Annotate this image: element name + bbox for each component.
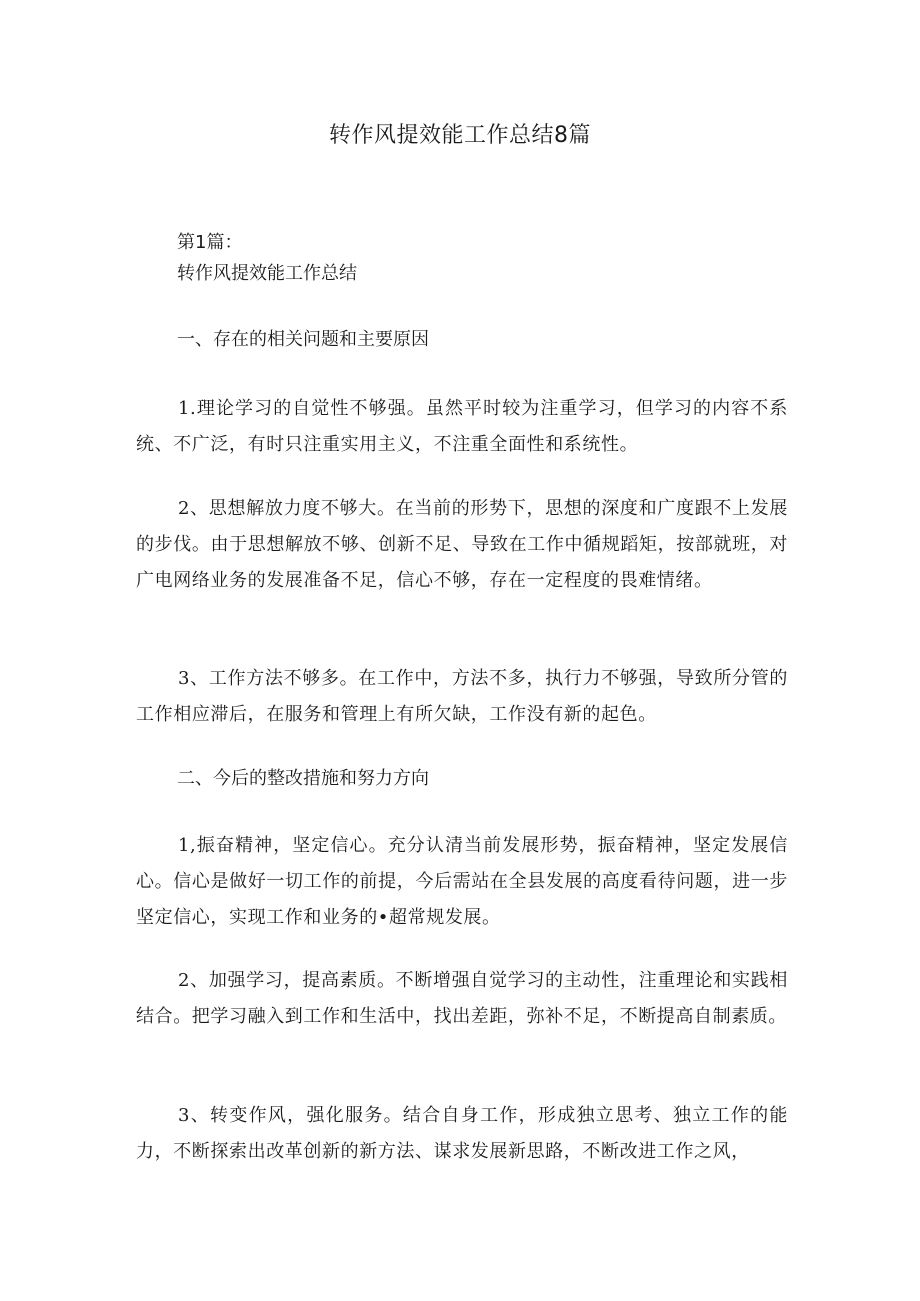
chapter-label: 第1篇： — [177, 232, 243, 253]
paragraph-problem-1: 1.理论学习的自觉性不够强。虽然平时较为注重学习，但学习的内容不系统、不广泛，有时只注重实用主义，不注重全面性和系统性。 — [136, 398, 788, 455]
section-heading-measures: 二、今后的整改措施和努力方向 — [177, 768, 429, 789]
chapter-title: 转作风提效能工作总结 — [177, 263, 357, 284]
paragraph-measure-3: 3、转变作风，强化服务。结合自身工作，形成独立思考、独立工作的能力，不断探索出改革创新的新方法、谋求发展新思路，不断改进工作之风， — [136, 1105, 788, 1162]
paragraph-problem-3: 3、工作方法不够多。在工作中，方法不多，执行力不够强，导致所分管的工作相应滞后，在服务和管理上有所欠缺，工作没有新的起色。 — [136, 668, 788, 725]
paragraph-measure-2: 2、加强学习，提高素质。不断增强自觉学习的主动性，注重理论和实践相结合。把学习融入到工作和生活中，找出差距，弥补不足，不断提高自制素质。 — [136, 970, 788, 1027]
section-heading-problems: 一、存在的相关问题和主要原因 — [177, 329, 429, 350]
paragraph-problem-2: 2、思想解放力度不够大。在当前的形势下，思想的深度和广度跟不上发展的步伐。由于思想解放不够、创新不足、导致在工作中循规蹈矩，按部就班，对广电网络业务的发展准备不足，信心不够，存在一定程度的畏难情绪。 — [136, 498, 788, 591]
paragraph-measure-1: 1,振奋精神，坚定信心。充分认清当前发展形势，振奋精神，坚定发展信心。信心是做好一切工作的前提，今后需站在全县发展的高度看待问题，进一步坚定信心，实现工作和业务的•超常规发展。 — [136, 835, 788, 928]
document-title: 转作风提效能工作总结8篇 — [329, 123, 591, 148]
